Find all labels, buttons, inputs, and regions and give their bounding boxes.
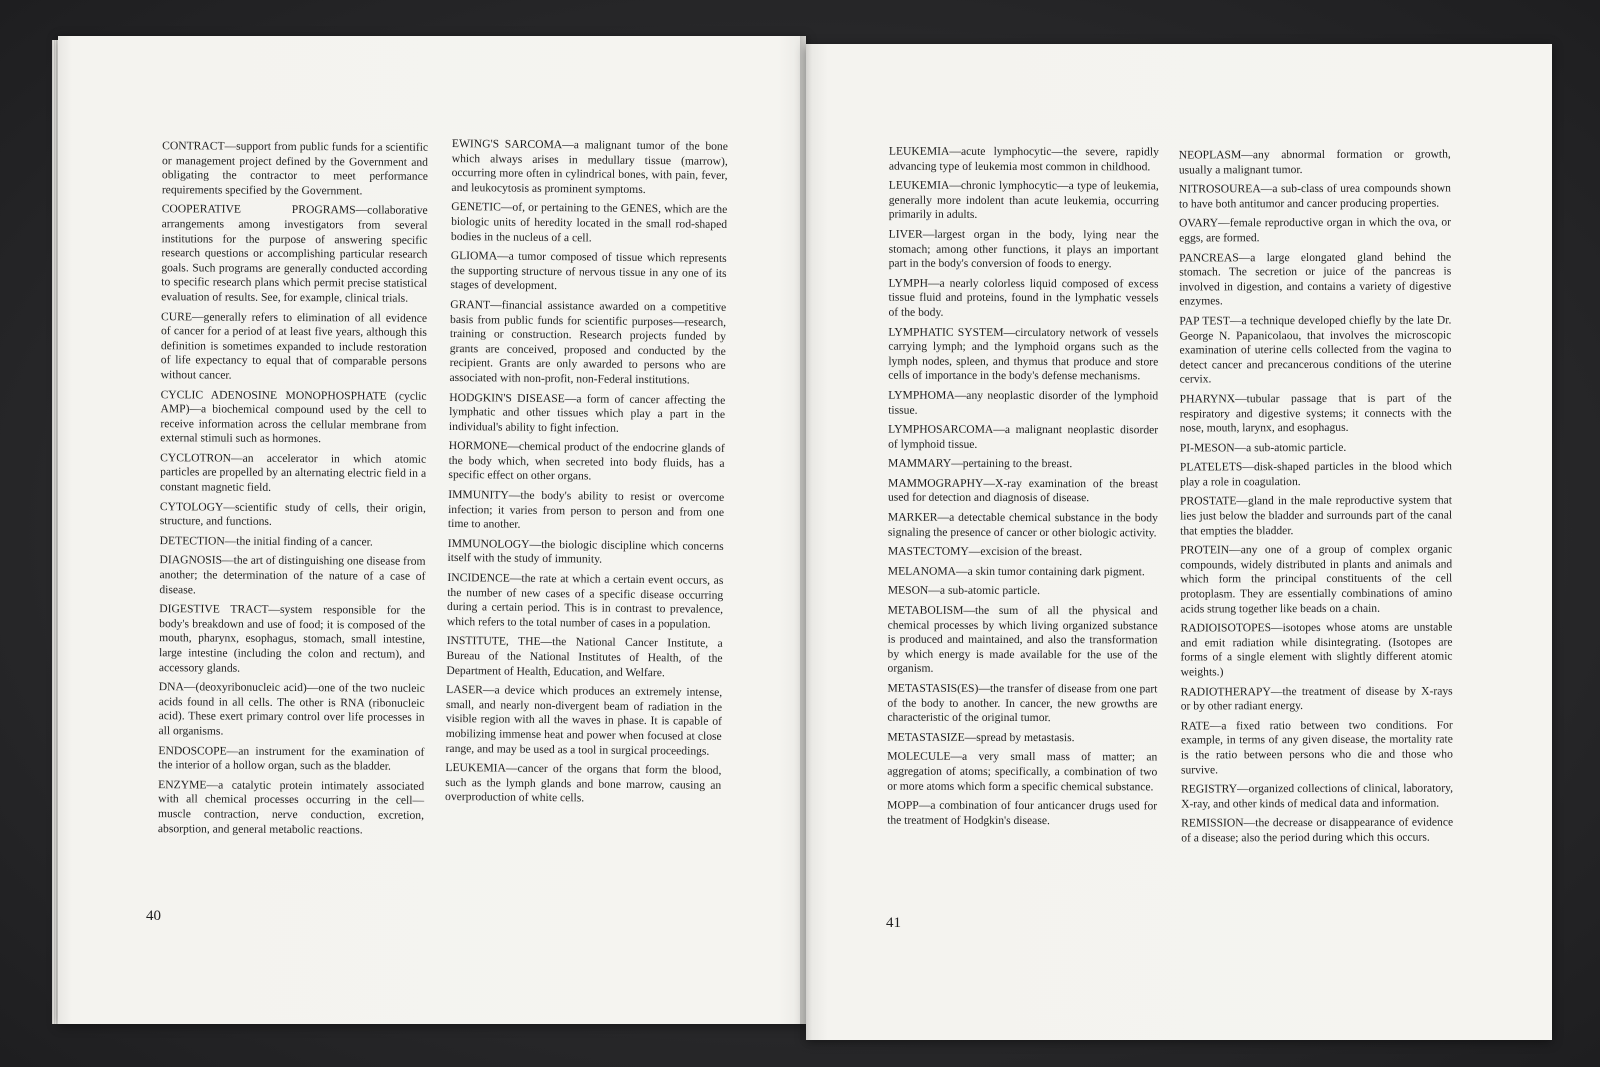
glossary-entry: IMMUNOLOGY—the biologic discipline which concerns itself with the study of immunity. <box>447 536 724 567</box>
glossary-entry: MARKER—a detectable chemical substance in the body signaling the presence of cancer or other biologic activity. <box>887 510 1158 540</box>
glossary-entry: RATE—a fixed ratio between two conditions. For example, in terms of any given disease, the mortality rate is the ratio between persons who die and those who survive. <box>1180 718 1453 777</box>
glossary-entry: COOPERATIVE PROGRAMS—collaborative arrangements among investigators from several institutions for the purpose of answering specific research questions or accomplishing particular research goals. Such programs are generally conducted according to specific research plans which permit precise statistical evaluation of results. See, for example, clinical trials. <box>161 202 428 305</box>
glossary-entry: MAMMARY—pertaining to the breast. <box>888 456 1073 471</box>
glossary-entry: PROSTATE—gland in the male reproductive system that lies just below the bladder and surrounds part of the canal that empties the bladder. <box>1179 493 1453 538</box>
glossary-entry: MOPP—a combination of four anticancer drugs used for the treatment of Hodgkin's disease. <box>887 798 1158 827</box>
glossary-entry: DNA—(deoxyribonucleic acid)—one of the two nucleic acids found in all cells. The other is RNA (ribonucleic acid). These exert primary control over life processes in all organisms. <box>158 680 425 738</box>
glossary-entry: NITROSOUREA—a sub-class of urea compounds shown to have both antitumor and cancer producing properties. <box>1178 181 1451 211</box>
glossary-entry: PLATELETS—disk-shaped particles in the blood which play a role in coagulation. <box>1179 459 1452 489</box>
glossary-entry: MASTECTOMY—excision of the breast. <box>887 544 1083 559</box>
glossary-entry: INCIDENCE—the rate at which a certain event occurs, as the number of new cases of a specific disease occurring during a certain period. This is in contrast to prevalence, which refers to the total number of cases in a population. <box>446 571 724 631</box>
glossary-entry: INSTITUTE, THE—the National Cancer Institute, a Bureau of the National Institutes of Health, of the Department of Health, Education, and Welfare. <box>446 634 723 679</box>
glossary-entry: ENDOSCOPE—an instrument for the examination of the interior of a hollow organ, such as the bladder. <box>158 743 425 773</box>
page-number-right: 41 <box>886 915 901 931</box>
glossary-entry: GLIOMA—a tumor composed of tissue which represents the supporting structure of nervous tissue in any one of its stages of development. <box>450 249 727 293</box>
glossary-entry: LYMPHATIC SYSTEM—circulatory network of vessels carrying lymph; and the lymphoid organs such as the lymph nodes, spleen, and thymus that produce and store cells of importance in the body's defense mechanisms. <box>888 325 1159 383</box>
glossary-entry: CONTRACT—support from public funds for a scientific or management project defined by the Government and obligating the contractor to meet performance requirements specified by the Government. <box>161 139 429 198</box>
glossary-entry: REGISTRY—organized collections of clinical, laboratory, X-ray, and other kinds of medical data and information. <box>1180 781 1454 811</box>
glossary-column-1 <box>158 139 428 843</box>
glossary-entry: METASTASIS(ES)—the transfer of disease from one part of the body to another. In cancer, the new growths are characteristic of the original tumor. <box>887 681 1158 725</box>
glossary-entry: PHARYNX—tubular passage that is part of the respiratory and digestive systems; it connects with the nose, mouth, larynx, and esophagus. <box>1179 391 1452 435</box>
glossary-entry: MESON—a sub-atomic particle. <box>887 584 1041 598</box>
glossary-entry: GRANT—financial assistance awarded on a competitive basis from public funds for scientific purposes—research, training or construction. Research projects funded by grants are conceived, proposed and conducted by the recipient. Grants are only awarded to persons who are associated with non-profit, non-Federal institutions. <box>449 297 727 387</box>
book-gutter <box>800 36 812 1040</box>
glossary-entry: IMMUNITY—the body's ability to resist or overcome infection; it varies from person to person and from one time to another. <box>447 488 725 531</box>
page-number-left: 40 <box>146 908 161 924</box>
glossary-entry: HODGKIN'S DISEASE—a form of cancer affecting the lymphatic and other tissues which play a part in the individual's ability to fight infection. <box>448 390 726 435</box>
glossary-entry: LIVER—largest organ in the body, lying near the stomach; among other functions, it plays an important part in the body's conversion of foods to energy. <box>888 227 1159 271</box>
glossary-entry: NEOPLASM—any abnormal formation or growth, usually a malignant tumor. <box>1178 147 1451 177</box>
glossary-entry: PROTEIN—any one of a group of complex organic compounds, widely distributed in plants and animals and which form the principal constituents of the cell protoplasm. They are essentially combinations of amino acids strung together like beads on a chain. <box>1180 542 1453 616</box>
glossary-entry: CYCLOTRON—an accelerator in which atomic particles are propelled by an alternating electric field in a constant magnetic field. <box>159 451 427 494</box>
glossary-entry: EWING'S SARCOMA—a malignant tumor of the bone which always arises in medullary tissue (marrow), occurring more often in cylindrical bones, with pain, fever, and leukocytosis as prominent symptoms. <box>451 137 728 196</box>
glossary-entry: REMISSION—the decrease or disappearance of evidence of a disease; also the period during which this occurs. <box>1181 815 1454 845</box>
glossary-column-4 <box>1179 148 1453 851</box>
glossary-entry: ENZYME—a catalytic protein intimately associated with all chemical processes occurring in the cell—muscle contraction, nerve conduction, excretion, absorption, and general metabolic reactions. <box>157 777 425 836</box>
glossary-column-2 <box>445 137 728 813</box>
glossary-entry: LYMPHOSARCOMA—a malignant neoplastic disorder of lymphoid tissue. <box>888 422 1159 451</box>
glossary-entry: DIGESTIVE TRACT—system responsible for the body's breakdown and use of food; it is composed of the mouth, pharynx, esophagus, stomach, small intestine, large intestine (including the colon and rectum), and accessory glands. <box>158 602 426 675</box>
glossary-entry: PANCREAS—a large elongated gland behind the stomach. The secretion or juice of the pancreas is involved in digestion, and contains a variety of digestive enzymes. <box>1179 250 1452 308</box>
glossary-entry: MAMMOGRAPHY—X-ray examination of the breast used for detection and diagnosis of disease. <box>887 476 1159 505</box>
glossary-entry: METASTASIZE—spread by metastasis. <box>887 730 1075 744</box>
glossary-entry: PI-MESON—a sub-atomic particle. <box>1179 440 1347 455</box>
glossary-entry: LYMPHOMA—any neoplastic disorder of the lymphoid tissue. <box>888 388 1159 417</box>
glossary-entry: METABOLISM—the sum of all the physical and chemical processes by which living organized substance is produced and maintained, and also the transformation by which energy is made available for the use of the organism. <box>887 603 1158 676</box>
glossary-entry: CURE—generally refers to elimination of all evidence of cancer for a period of at least five years, although this definition is sometimes expanded to include restoration of life expectancy to equal that of comparable persons without cancer. <box>160 309 428 382</box>
glossary-entry: HORMONE—chemical product of the endocrine glands of the body which, when secreted into body fluids, has a specific effect on other organs. <box>448 439 725 483</box>
glossary-entry: OVARY—female reproductive organ in which the ova, or eggs, are formed. <box>1179 215 1452 245</box>
glossary-entry: MELANOMA—a skin tumor containing dark pigment. <box>887 564 1145 579</box>
glossary-entry: DETECTION—the initial finding of a cancer. <box>159 534 373 549</box>
glossary-entry: LEUKEMIA—cancer of the organs that form the blood, such as the lymph glands and bone marrow, causing an overproduction of white cells. <box>445 761 722 805</box>
glossary-entry: CYCLIC ADENOSINE MONOPHOSPHATE (cyclic AMP)—a biochemical compound used by the cell to receive information across the cellular membrane from external stimuli such as hormones. <box>160 387 427 446</box>
glossary-entry: LYMPH—a nearly colorless liquid composed of excess tissue fluid and proteins, found in the lymphatic vessels of the body. <box>888 276 1159 319</box>
glossary-column-3 <box>887 145 1159 834</box>
glossary-entry: LEUKEMIA—chronic lymphocytic—a type of leukemia, generally more indolent than acute leukemia, occurring primarily in adults. <box>888 178 1159 222</box>
glossary-entry: LASER—a device which produces an extremely intense, small, and nearly non-divergent beam of radiation in the visible region with all the waves in phase. It is capable of mobilizing immense heat and power when focused at close range, and may be used as a tool in surgical proceedings. <box>445 683 723 758</box>
glossary-entry: LEUKEMIA—acute lymphocytic—the severe, rapidly advancing type of leukemia most common in childhood. <box>888 144 1159 173</box>
glossary-entry: DIAGNOSIS—the art of distinguishing one disease from another; the determination of the nature of a case of disease. <box>159 553 426 597</box>
glossary-entry: RADIOISOTOPES—isotopes whose atoms are unstable and emit radiation while disintegrating. (Isotopes are forms of a single element with slightly different atomic weights.) <box>1180 620 1453 679</box>
glossary-entry: CYTOLOGY—scientific study of cells, their origin, structure, and functions. <box>159 499 426 529</box>
glossary-entry: MOLECULE—a very small mass of matter; an aggregation of atoms; specifically, a combination of two or more atoms which form a specific chemical substance. <box>887 750 1158 793</box>
glossary-entry: GENETIC—of, or pertaining to the GENES, which are the biologic units of heredity located in the small rod-shaped bodies in the nucleus of a cell. <box>450 200 728 245</box>
glossary-entry: PAP TEST—a technique developed chiefly by the late Dr. George N. Papanicolaou, that involves the microscopic examination of uterine cells collected from the vagina to detect cancer and precancerous conditions of the uterine cervix. <box>1179 313 1452 386</box>
glossary-entry: RADIOTHERAPY—the treatment of disease by X-rays or by other radiant energy. <box>1180 684 1453 713</box>
